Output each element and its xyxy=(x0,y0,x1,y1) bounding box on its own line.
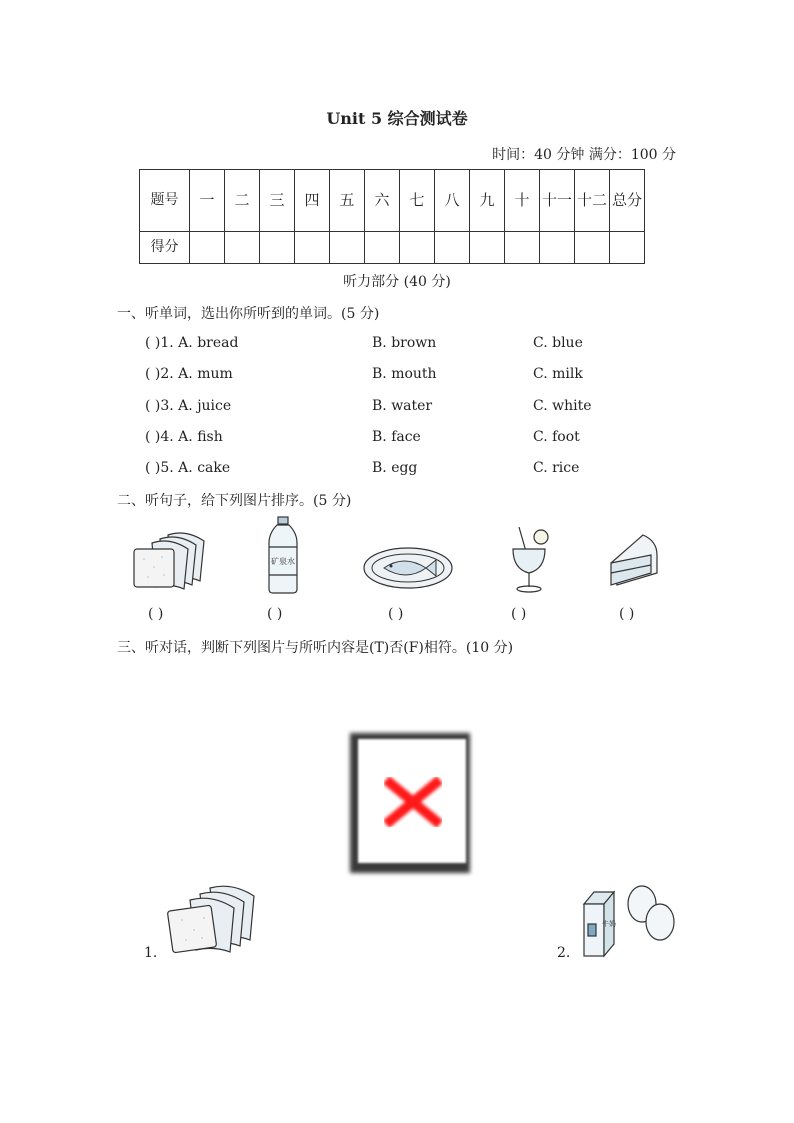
score-cell[interactable] xyxy=(330,232,365,264)
order-blank-4[interactable]: ( ) xyxy=(511,606,527,622)
score-col: 总分 xyxy=(610,170,645,232)
question-2-b: B. mouth xyxy=(372,366,437,382)
milk-label: 牛奶 xyxy=(602,920,616,928)
score-col: 五 xyxy=(330,170,365,232)
question-2-c: C. milk xyxy=(533,366,583,382)
score-col: 九 xyxy=(470,170,505,232)
score-cell[interactable] xyxy=(260,232,295,264)
question-1-c: C. blue xyxy=(533,335,583,351)
score-cell[interactable] xyxy=(470,232,505,264)
juice-glass-icon xyxy=(505,525,555,595)
score-col: 七 xyxy=(400,170,435,232)
score-col: 二 xyxy=(225,170,260,232)
item-2-label: 2. xyxy=(557,945,571,961)
score-cell[interactable] xyxy=(365,232,400,264)
water-bottle-icon xyxy=(266,515,300,595)
order-blank-5[interactable]: ( ) xyxy=(619,606,635,622)
broken-image-icon xyxy=(350,733,476,879)
question-2-a: ( )2. A. mum xyxy=(145,366,233,382)
score-cell[interactable] xyxy=(190,232,225,264)
fish-plate-icon xyxy=(362,544,454,590)
order-blank-1[interactable]: ( ) xyxy=(148,606,164,622)
score-cell[interactable] xyxy=(575,232,610,264)
score-cell[interactable] xyxy=(505,232,540,264)
bread-icon xyxy=(164,880,260,954)
score-table xyxy=(139,169,645,264)
question-3-b: B. water xyxy=(372,398,433,414)
cake-icon xyxy=(607,529,661,587)
score-col: 三 xyxy=(260,170,295,232)
page-title: Unit 5 综合测试卷 xyxy=(326,109,468,128)
score-col: 六 xyxy=(365,170,400,232)
question-4-a: ( )4. A. fish xyxy=(145,429,223,445)
score-cell[interactable] xyxy=(435,232,470,264)
question-3-a: ( )3. A. juice xyxy=(145,398,232,414)
score-cell[interactable] xyxy=(610,232,645,264)
score-cell[interactable] xyxy=(400,232,435,264)
question-5-c: C. rice xyxy=(533,460,580,476)
item-1-label: 1. xyxy=(144,945,158,961)
time-info: 时间：40 分钟 满分：100 分 xyxy=(492,147,676,163)
score-col: 十二 xyxy=(575,170,610,232)
score-col: 一 xyxy=(190,170,225,232)
score-col: 十 xyxy=(505,170,540,232)
section1-title: 一、听单词，选出你所听到的单词。(5 分) xyxy=(117,306,380,322)
listening-header: 听力部分 (40 分) xyxy=(343,274,451,290)
order-blank-3[interactable]: ( ) xyxy=(388,606,404,622)
order-blank-2[interactable]: ( ) xyxy=(267,606,283,622)
question-3-c: C. white xyxy=(533,398,592,414)
question-1-a: ( )1. A. bread xyxy=(145,335,239,351)
bottle-label: 矿泉水 xyxy=(271,557,295,566)
question-1-b: B. brown xyxy=(372,335,437,351)
section2-title: 二、听句子，给下列图片排序。(5 分) xyxy=(117,493,352,509)
score-header-label: 题号 xyxy=(140,170,190,232)
question-4-b: B. face xyxy=(372,429,421,445)
question-5-b: B. egg xyxy=(372,460,418,476)
score-col: 十一 xyxy=(540,170,575,232)
bread-icon xyxy=(128,527,210,591)
score-col: 四 xyxy=(295,170,330,232)
milk-eggs-icon xyxy=(578,880,680,960)
question-5-a: ( )5. A. cake xyxy=(145,460,231,476)
score-col: 八 xyxy=(435,170,470,232)
score-cell[interactable] xyxy=(540,232,575,264)
score-cell[interactable] xyxy=(225,232,260,264)
question-4-c: C. foot xyxy=(533,429,580,445)
score-cell[interactable] xyxy=(295,232,330,264)
section3-title: 三、听对话，判断下列图片与所听内容是(T)否(F)相符。(10 分) xyxy=(117,640,514,656)
score-row-label: 得分 xyxy=(140,232,190,264)
